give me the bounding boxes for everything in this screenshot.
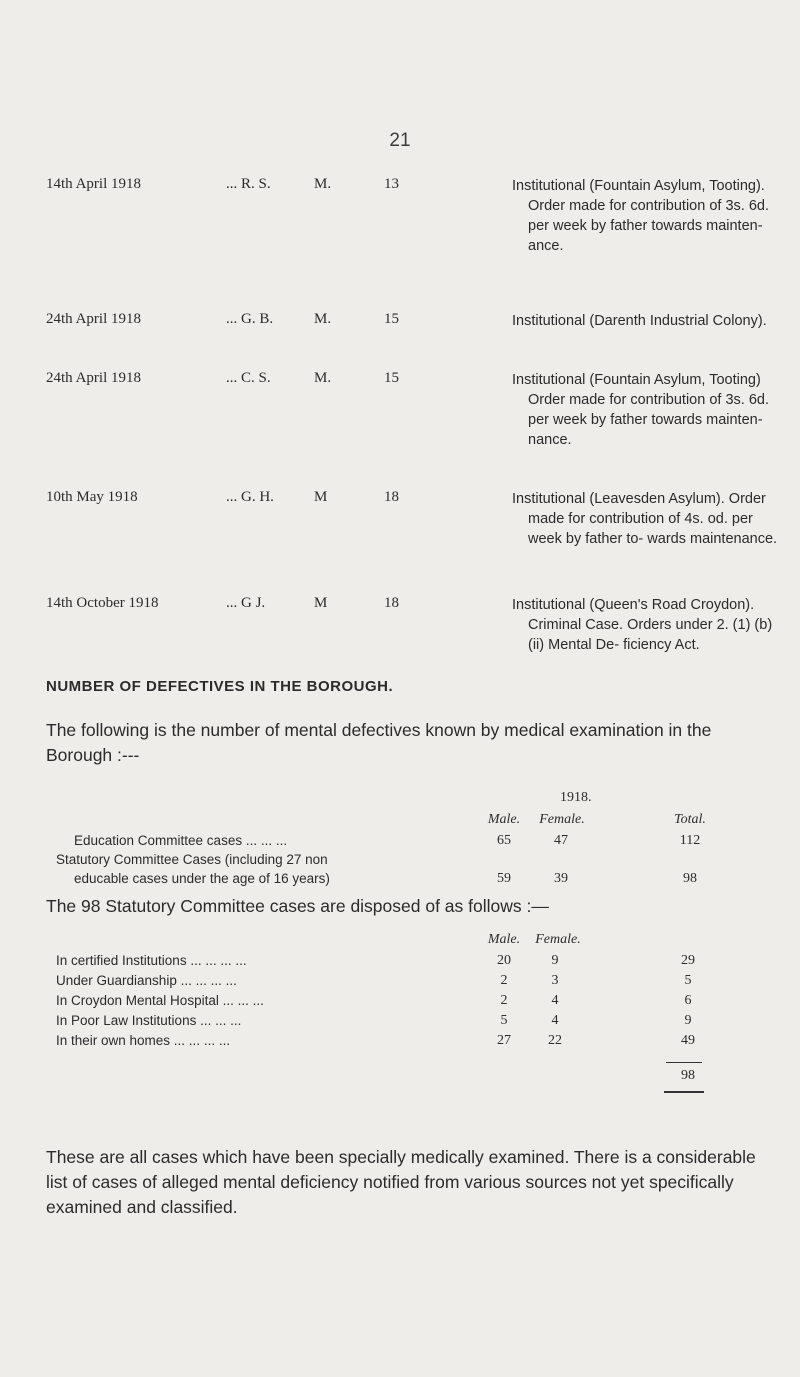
row-label-cont: educable cases under the age of 16 years) (74, 871, 330, 886)
table-row (0, 833, 800, 851)
header-male: Male. (487, 812, 521, 827)
case-age: 13 (384, 176, 399, 192)
case-sex: M (314, 595, 328, 611)
row-total: 112 (679, 833, 701, 848)
row-total: 5 (684, 973, 692, 988)
row-label: Education Committee cases ... ... ... (74, 833, 288, 848)
table-row (0, 953, 800, 971)
case-initials: ... G J. (226, 595, 266, 611)
row-male: 2 (500, 973, 508, 988)
header-female: Female. (539, 812, 585, 827)
row-male: 5 (500, 1013, 508, 1028)
row-label: Statutory Committee Cases (including 27 non (56, 852, 328, 867)
row-label: Under Guardianship ... ... ... ... (56, 973, 237, 988)
header-female: Female. (535, 932, 581, 947)
row-female: 3 (551, 973, 559, 988)
case-disposal: Institutional (Darenth Industrial Colony). (512, 313, 767, 329)
case-date: 24th April 1918 (46, 370, 142, 386)
case-date: 24th April 1918 (46, 311, 142, 327)
total-rule-double (664, 1091, 704, 1093)
case-disposal: Institutional (Fountain Asylum, Tooting) Order made for contribution of 3s. 6d. per week by father towards mainten- nance. (512, 372, 769, 448)
row-total: 9 (684, 1013, 692, 1028)
table2-header (0, 932, 800, 950)
table-row (0, 1013, 800, 1031)
row-label: In Poor Law Institutions ... ... ... (56, 1013, 242, 1028)
row-male: 65 (497, 833, 511, 848)
total-rule-top (666, 1062, 702, 1063)
case-initials: ... G. H. (226, 489, 274, 505)
case-age: 18 (384, 489, 399, 505)
page-number: 21 (389, 130, 411, 151)
case-sex: M. (314, 176, 332, 192)
section-heading: NUMBER OF DEFECTIVES IN THE BOROUGH. (46, 678, 394, 695)
row-male: 59 (497, 871, 511, 886)
row-female: 4 (551, 1013, 559, 1028)
case-sex: M. (314, 311, 332, 327)
case-age: 15 (384, 370, 399, 386)
row-female: 39 (554, 871, 568, 886)
header-total: Total. (674, 812, 706, 827)
row-label: In their own homes ... ... ... ... (56, 1033, 231, 1048)
table1-year: 1918. (560, 790, 592, 805)
row-female: 4 (551, 993, 559, 1008)
grand-total-row (0, 1068, 800, 1086)
row-male: 27 (497, 1033, 511, 1048)
case-initials: ... G. B. (226, 311, 274, 327)
row-female: 9 (551, 953, 559, 968)
case-date: 14th April 1918 (46, 176, 142, 192)
row-female: 47 (554, 833, 568, 848)
case-date: 10th May 1918 (46, 489, 138, 505)
row-male: 20 (497, 953, 511, 968)
case-age: 15 (384, 311, 399, 327)
case-date: 14th October 1918 (46, 595, 159, 611)
table-row (0, 1033, 800, 1051)
grand-total: 98 (681, 1068, 695, 1083)
case-disposal: Institutional (Fountain Asylum, Tooting). Order made for contribution of 3s. 6d. per week by father towards mainten- ance. (512, 178, 769, 254)
case-age: 18 (384, 595, 399, 611)
table-row (0, 973, 800, 991)
row-male: 2 (500, 993, 508, 1008)
case-initials: ... R. S. (226, 176, 271, 192)
case-disposal: Institutional (Queen's Road Croydon). Criminal Case. Orders under 2. (1) (b) (ii) Mental De- ficiency Act. (512, 597, 773, 653)
table-row (0, 852, 800, 870)
table1-header (0, 812, 800, 830)
table-row (0, 993, 800, 1011)
row-total: 98 (683, 871, 697, 886)
case-sex: M (314, 489, 328, 505)
row-total: 29 (681, 953, 695, 968)
row-female: 22 (548, 1033, 562, 1048)
case-initials: ... C. S. (226, 370, 271, 386)
case-disposal: Institutional (Leavesden Asylum). Order made for contribution of 4s. od. per week by father to- wards maintenance. (512, 491, 778, 547)
row-total: 49 (681, 1033, 695, 1048)
closing-paragraph: These are all cases which have been specially medically examined. There is a considerable list of cases of alleged mental deficiency notified from various sources not yet specifically examined and classified. (46, 1147, 756, 1217)
row-total: 6 (684, 993, 692, 1008)
statutory-paragraph: The 98 Statutory Committee cases are disposed of as follows :— (46, 896, 549, 916)
row-label: In Croydon Mental Hospital ... ... ... (56, 993, 264, 1008)
table-row (0, 871, 800, 889)
row-label: In certified Institutions ... ... ... ... (56, 953, 247, 968)
intro-paragraph: The following is the number of mental defectives known by medical examination in the Borough :--- (46, 720, 712, 765)
case-sex: M. (314, 370, 332, 386)
header-male: Male. (487, 932, 521, 947)
